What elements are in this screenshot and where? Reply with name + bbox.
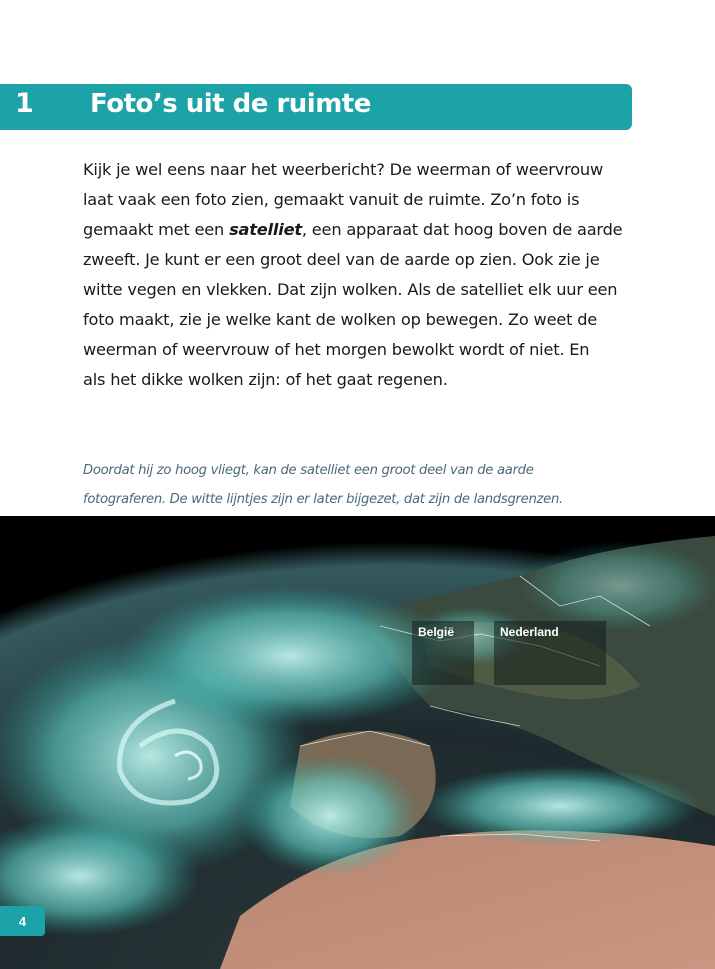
caption-line: fotograferen. De witte lijntjes zijn er later bijgezet, dat zijn de landsgrenzen. [83, 492, 563, 507]
intro-line: foto maakt, zie je welke kant de wolken op bewegen. Zo weet de [83, 310, 598, 329]
intro-line [83, 215, 643, 245]
chapter-header-bar [0, 84, 632, 130]
satellite-photo [0, 516, 715, 969]
satellite-image [0, 516, 715, 969]
intro-paragraph [83, 155, 643, 395]
intro-line: weerman of weervrouw of het morgen bewolkt wordt of niet. En [83, 340, 590, 359]
intro-text: gemaakt met een [83, 220, 230, 239]
emphasized-term: satelliet [229, 220, 302, 239]
chapter-number: 1 [15, 88, 34, 119]
intro-line: als het dikke wolken zijn: of het gaat regenen. [83, 370, 448, 389]
intro-text: , een apparaat dat hoog boven de aarde [301, 220, 623, 239]
intro-line: witte vegen en vlekken. Dat zijn wolken. Als de satelliet elk uur een [83, 280, 618, 299]
photo-caption [83, 456, 663, 514]
page-number: 4 [0, 906, 45, 936]
intro-line: zweeft. Je kunt er een groot deel van de aarde op zien. Ook zie je [83, 250, 600, 269]
label-belgium: België [412, 621, 474, 685]
label-netherlands: Nederland [494, 621, 606, 685]
chapter-title: Foto’s uit de ruimte [90, 89, 371, 119]
intro-line: Kijk je wel eens naar het weerbericht? De weerman of weervrouw [83, 160, 604, 179]
intro-line: laat vaak een foto zien, gemaakt vanuit de ruimte. Zo’n foto is [83, 190, 580, 209]
caption-line: Doordat hij zo hoog vliegt, kan de satelliet een groot deel van de aarde [83, 463, 534, 478]
